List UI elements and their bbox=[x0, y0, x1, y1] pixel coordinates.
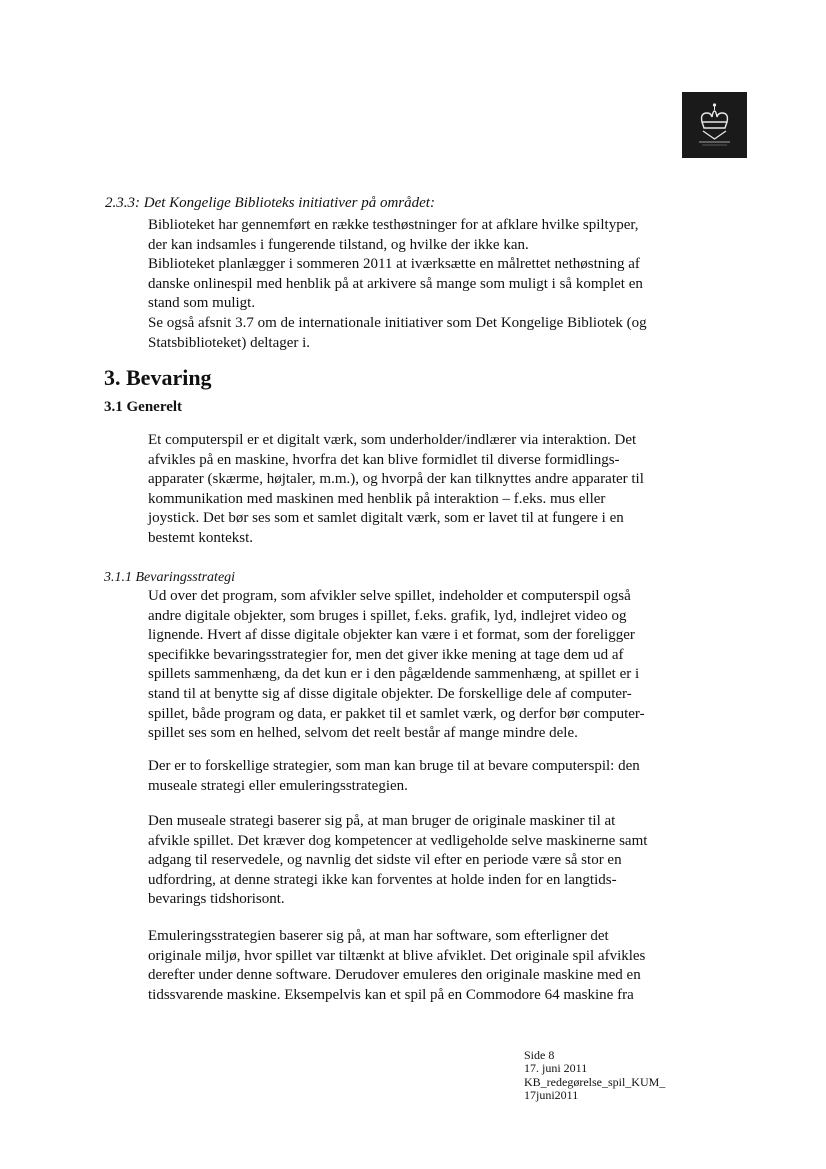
crown-icon bbox=[682, 92, 747, 158]
footer-date: 17. juni 2011 bbox=[524, 1061, 588, 1076]
section-3-1-1-paragraph-1: Ud over det program, som afvikler selve spillet, indeholder et computerspil også andre digitale objekter, som bruges i spillet, f.eks. grafik, lyd, indlejret video og lignende. Hvert af disse digitale objekter kan være i et format, som der foreligger specifikke bevaringsstrategier for, men det giver ikke mening at tage dem ud af spillets sammenhæng, da det kun er i den pågældende sammenhæng, at spillet er i stand til at benytte sig af disse digitale objekter. De forskellige dele af computer- spillet, både program og data, er pakket til et samlet værk, og derfor bør computer- spillet ses som en helhed, selvom det reelt består af mange mindre dele. bbox=[148, 588, 645, 742]
section-3-1-1-heading: 3.1.1 Bevaringsstrategi bbox=[104, 570, 236, 585]
section-3-1-1-paragraph-4: Emuleringsstrategien baserer sig på, at man har software, som efterligner det originale miljø, hvor spillet var tiltænkt at blive afviklet. Det originale spil afvikles derefter under denne software. Derudover emuleres den originale maskine med en tidssvarende maskine. Eksempelvis kan et spil på en Commodore 64 maskine fra bbox=[148, 928, 646, 1003]
section-3-1-text: Et computerspil er et digitalt værk, som underholder/indlærer via interaktion. Det afvikles på en maskine, hvorfra det kan blive formidlet til diverse formidlings- apparater (skærme, højtaler, m.m.), og hvorpå der kan tilknyttes andre apparater til kommunikation med maskinen med henblik på interaktion – f.eks. mus eller joystick. Det bør ses som et samlet digitalt værk, som er lavet til at fungere i en bestemt kontekst. bbox=[148, 432, 644, 546]
section-3-1-1-paragraph-2: Der er to forskellige strategier, som man kan bruge til at bevare computerspil: den museale strategi eller emuleringsstrategien. bbox=[148, 758, 640, 794]
section-3-1-1-paragraph-3: Den museale strategi baserer sig på, at man bruger de originale maskiner til at afvikle spillet. Det kræver dog kompetencer at vedligeholde selve maskinerne samt adgang til reservedele, og navnlig det sidste vil efter en periode være så stor en udfordring, at denne strategi ikke kan forventes at holde inden for en langtids- bevarings tidshorisont. bbox=[148, 813, 648, 908]
section-2-3-3-text: Biblioteket har gennemført en række testhøstninger for at afklare hvilke spiltyper, der kan indsamles i fungerende tilstand, og hvilke der ikke kan. Biblioteket planlægger i sommeren 2011 at iværksætte en målrettet nethøstning af danske onlinespil med henblik på at arkivere så mange som muligt i så komplet en stand som muligt. Se også afsnit 3.7 om de internationale initiativer som Det Kongelige Bibliotek (og Statsbiblioteket) deltager i. bbox=[148, 217, 647, 351]
section-2-3-3-heading: 2.3.3: Det Kongelige Biblioteks initiativer på området: bbox=[105, 195, 435, 211]
page-footer bbox=[524, 1049, 665, 1103]
page-number: Side 8 bbox=[524, 1048, 555, 1062]
footer-filename-1: KB_redegørelse_spil_KUM_ bbox=[524, 1074, 666, 1089]
footer-filename-2: 17juni2011 bbox=[524, 1088, 579, 1103]
section-3-1-heading: 3.1 Generelt bbox=[104, 399, 183, 415]
chapter-3-heading: 3. Bevaring bbox=[104, 365, 212, 390]
royal-crown-logo bbox=[682, 92, 747, 158]
